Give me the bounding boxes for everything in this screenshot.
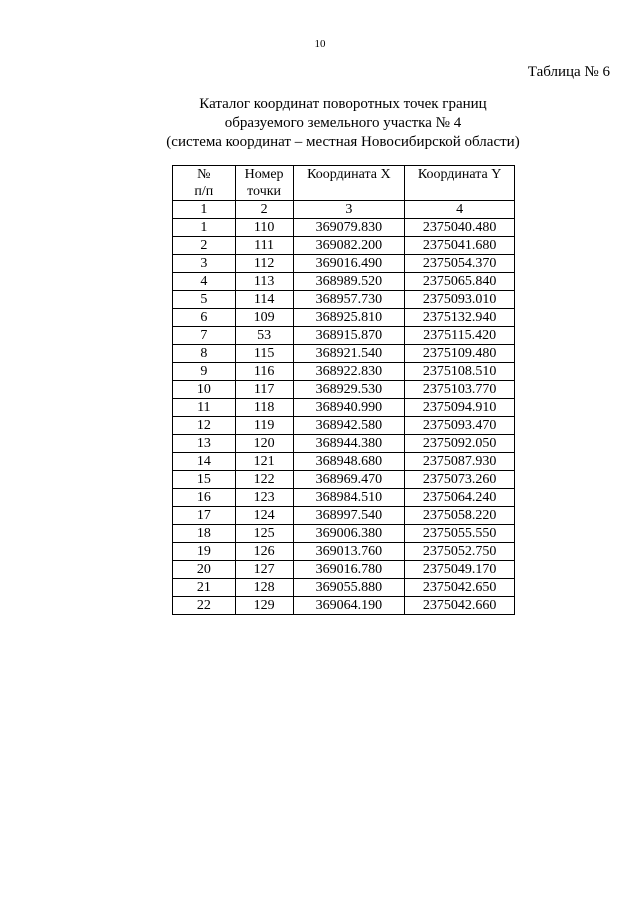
numbering-row (173, 201, 515, 219)
table-caption (0, 95, 640, 152)
header-index-line2: п/п (194, 184, 214, 199)
table-label: Таблица № 6 (527, 64, 610, 80)
table-row (173, 579, 515, 597)
row-index-cell: 11 (173, 399, 236, 417)
table-row (173, 453, 515, 471)
coord-x-cell: 368940.990 (293, 399, 405, 417)
coord-x-cell: 368929.530 (293, 381, 405, 399)
coord-y-cell: 2375094.910 (405, 399, 515, 417)
table-row (173, 273, 515, 291)
table-row (173, 363, 515, 381)
table-row (173, 345, 515, 363)
coord-y-cell: 2375093.470 (405, 417, 515, 435)
table-row (173, 237, 515, 255)
coord-y-cell: 2375132.940 (405, 309, 515, 327)
point-number-cell: 53 (235, 327, 293, 345)
coord-y-cell: 2375115.420 (405, 327, 515, 345)
table-row (173, 327, 515, 345)
coord-x-cell: 368948.680 (293, 453, 405, 471)
coord-y-cell: 2375040.480 (405, 219, 515, 237)
table-row (173, 309, 515, 327)
table-row (173, 471, 515, 489)
header-point-line2: точки (247, 184, 282, 199)
point-number-cell: 118 (235, 399, 293, 417)
table-row (173, 561, 515, 579)
point-number-cell: 115 (235, 345, 293, 363)
coord-x-cell: 368984.510 (293, 489, 405, 507)
numbering-cell: 3 (293, 201, 405, 219)
coord-x-cell: 368921.540 (293, 345, 405, 363)
point-number-cell: 125 (235, 525, 293, 543)
row-index-cell: 4 (173, 273, 236, 291)
coord-x-cell: 369064.190 (293, 597, 405, 615)
row-index-cell: 6 (173, 309, 236, 327)
row-index-cell: 16 (173, 489, 236, 507)
point-number-cell: 117 (235, 381, 293, 399)
coordinates-table (172, 165, 515, 615)
point-number-cell: 109 (235, 309, 293, 327)
point-number-cell: 122 (235, 471, 293, 489)
coord-x-cell: 368922.830 (293, 363, 405, 381)
coord-y-cell: 2375042.650 (405, 579, 515, 597)
coord-y-cell: 2375092.050 (405, 435, 515, 453)
point-number-cell: 126 (235, 543, 293, 561)
coord-y-cell: 2375055.550 (405, 525, 515, 543)
point-number-cell: 124 (235, 507, 293, 525)
row-index-cell: 5 (173, 291, 236, 309)
point-number-cell: 127 (235, 561, 293, 579)
coord-x-cell: 368989.520 (293, 273, 405, 291)
point-number-cell: 113 (235, 273, 293, 291)
point-number-cell: 129 (235, 597, 293, 615)
coord-y-cell: 2375054.370 (405, 255, 515, 273)
header-point-number (235, 166, 293, 201)
coord-y-cell: 2375103.770 (405, 381, 515, 399)
coord-x-cell: 369079.830 (293, 219, 405, 237)
row-index-cell: 7 (173, 327, 236, 345)
point-number-cell: 120 (235, 435, 293, 453)
row-index-cell: 18 (173, 525, 236, 543)
coord-y-cell: 2375065.840 (405, 273, 515, 291)
table-body (173, 219, 515, 615)
row-index-cell: 8 (173, 345, 236, 363)
coord-x-cell: 368942.580 (293, 417, 405, 435)
header-point-line1: Номер (244, 167, 284, 182)
row-index-cell: 3 (173, 255, 236, 273)
coord-x-cell: 369016.780 (293, 561, 405, 579)
coord-x-cell: 368997.540 (293, 507, 405, 525)
coord-y-cell: 2375064.240 (405, 489, 515, 507)
coord-x-cell: 369006.380 (293, 525, 405, 543)
caption-line-3: (система координат – местная Новосибирской области) (166, 134, 520, 150)
coord-y-cell: 2375093.010 (405, 291, 515, 309)
caption-line-1: Каталог координат поворотных точек границ (199, 96, 487, 112)
header-row (173, 166, 515, 201)
caption-line-2: образуемого земельного участка № 4 (224, 115, 462, 131)
page-number: 10 (314, 38, 326, 50)
point-number-cell: 123 (235, 489, 293, 507)
coord-y-cell: 2375049.170 (405, 561, 515, 579)
coord-y-cell: 2375041.680 (405, 237, 515, 255)
row-index-cell: 14 (173, 453, 236, 471)
table-row (173, 597, 515, 615)
point-number-cell: 112 (235, 255, 293, 273)
table-row (173, 417, 515, 435)
coord-y-cell: 2375042.660 (405, 597, 515, 615)
row-index-cell: 19 (173, 543, 236, 561)
table-row (173, 399, 515, 417)
coord-y-cell: 2375052.750 (405, 543, 515, 561)
coord-x-cell: 369055.880 (293, 579, 405, 597)
row-index-cell: 20 (173, 561, 236, 579)
row-index-cell: 21 (173, 579, 236, 597)
coord-x-cell: 369013.760 (293, 543, 405, 561)
coord-y-cell: 2375073.260 (405, 471, 515, 489)
header-coord-y: Координата Y (405, 166, 515, 201)
coord-x-cell: 368969.470 (293, 471, 405, 489)
coord-y-cell: 2375109.480 (405, 345, 515, 363)
coord-x-cell: 368944.380 (293, 435, 405, 453)
row-index-cell: 15 (173, 471, 236, 489)
point-number-cell: 121 (235, 453, 293, 471)
table-row (173, 219, 515, 237)
point-number-cell: 119 (235, 417, 293, 435)
header-coord-x: Координата X (293, 166, 405, 201)
table-row (173, 489, 515, 507)
header-index-line1: № (197, 167, 211, 182)
point-number-cell: 116 (235, 363, 293, 381)
header-index (173, 166, 236, 201)
row-index-cell: 17 (173, 507, 236, 525)
coord-x-cell: 369016.490 (293, 255, 405, 273)
point-number-cell: 114 (235, 291, 293, 309)
coord-x-cell: 368925.810 (293, 309, 405, 327)
row-index-cell: 10 (173, 381, 236, 399)
coord-y-cell: 2375087.930 (405, 453, 515, 471)
coord-x-cell: 369082.200 (293, 237, 405, 255)
table-row (173, 381, 515, 399)
row-index-cell: 13 (173, 435, 236, 453)
table-row (173, 543, 515, 561)
table-row (173, 435, 515, 453)
table-row (173, 525, 515, 543)
coord-y-cell: 2375108.510 (405, 363, 515, 381)
point-number-cell: 128 (235, 579, 293, 597)
numbering-cell: 4 (405, 201, 515, 219)
table-row (173, 507, 515, 525)
point-number-cell: 110 (235, 219, 293, 237)
row-index-cell: 1 (173, 219, 236, 237)
table-row (173, 291, 515, 309)
coord-y-cell: 2375058.220 (405, 507, 515, 525)
table-row (173, 255, 515, 273)
numbering-cell: 2 (235, 201, 293, 219)
row-index-cell: 9 (173, 363, 236, 381)
point-number-cell: 111 (235, 237, 293, 255)
numbering-cell: 1 (173, 201, 236, 219)
row-index-cell: 2 (173, 237, 236, 255)
row-index-cell: 12 (173, 417, 236, 435)
coord-x-cell: 368957.730 (293, 291, 405, 309)
coord-x-cell: 368915.870 (293, 327, 405, 345)
row-index-cell: 22 (173, 597, 236, 615)
